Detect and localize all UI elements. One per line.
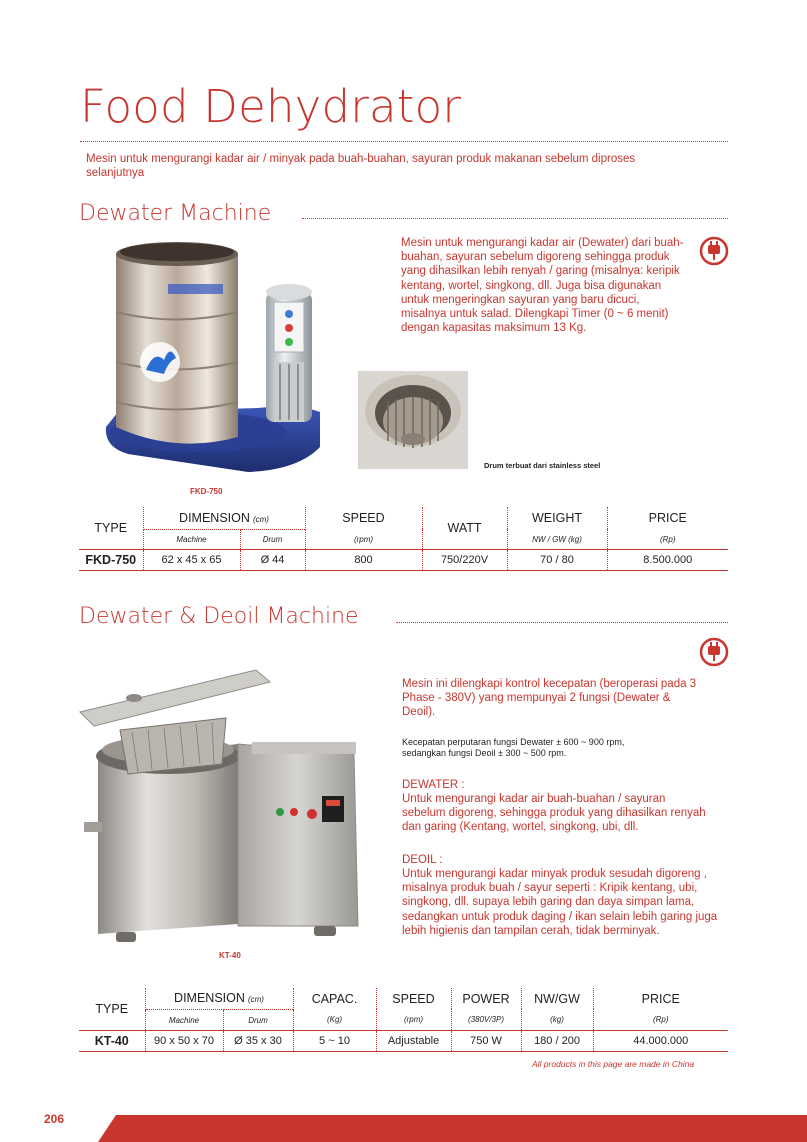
dewater-machine-image [98, 232, 330, 484]
col-capac-header: CAPAC. [293, 988, 376, 1009]
page-title: Food Dehydrator [80, 80, 462, 133]
table-row [79, 1030, 728, 1051]
col-power-unit: (380V/3P) [451, 1009, 521, 1030]
col-price-header: PRICE [607, 507, 728, 529]
col-nwgw-header: NW/GW [521, 988, 593, 1009]
row-machine: 62 x 45 x 65 [161, 553, 222, 566]
dewater-function-title: DEWATER : [402, 779, 465, 791]
row-capac: 5 ~ 10 [319, 1034, 350, 1047]
col-drum-subheader: Drum [240, 529, 305, 549]
col-machine-subheader: Machine [143, 529, 240, 549]
col-capac-unit: (Kg) [293, 1009, 376, 1030]
col-dimension-header: DIMENSION (cm) [143, 507, 305, 529]
power-plug-icon [699, 236, 729, 266]
footer-band [98, 1115, 807, 1142]
row-price: 8.500.000 [643, 553, 693, 566]
table-row [79, 549, 728, 570]
col-machine-subheader: Machine [145, 1009, 223, 1030]
col-dimension-header: DIMENSION (cm) [145, 988, 293, 1009]
deoil-function-text: Untuk mengurangi kadar minyak produk sesudah digoreng , misalnya produk buah / sayur seperti : Kripik kentang, ubi, singkong, dll. supaya lebih garing dan daya simpan lama, sedangkan untuk produk daging / ikan selain lebih garing juga lebih higienis dan tampilan cerah, tidak berminyak. [402, 868, 718, 937]
drum-caption: Drum terbuat dari stainless steel [484, 461, 601, 470]
row-machine: 90 x 50 x 70 [154, 1034, 214, 1047]
title-divider [80, 141, 728, 142]
row-nwgw: 180 / 200 [534, 1034, 580, 1047]
made-in-note: All products in this page are made in China [532, 1059, 695, 1069]
col-watt-header: WATT [422, 507, 507, 549]
deoil-image-caption: KT-40 [219, 951, 241, 960]
dewater-image-caption: FKD-750 [190, 487, 223, 496]
deoil-spec-table [79, 988, 728, 1052]
row-speed: Adjustable [387, 1034, 440, 1047]
col-type-header: TYPE [94, 520, 128, 535]
col-price-header: PRICE [593, 988, 728, 1009]
page-number: 206 [44, 1112, 65, 1126]
col-speed-header: SPEED [376, 988, 451, 1009]
row-watt: 750/220V [440, 553, 489, 566]
col-price-unit: (Rp) [607, 529, 728, 549]
dewater-description: Mesin untuk mengurangi kadar air (Dewater) dari buah-buahan, sayuran sebelum digoreng sehingga produk yang dihasilkan lebih renyah / garing (misalnya: keripik kentang, wortel, singkong, dll. Juga bisa digunakan untuk mengeringkan sayuran yang baru dicuci, misalnya untuk salad. Dilengkapi Timer (0 ~ 6 menit) dengan kapasitas maksimum 13 Kg. [401, 237, 684, 335]
col-weight-header: WEIGHT [507, 507, 607, 529]
row-drum: Ø 44 [260, 553, 285, 566]
deoil-heading: Dewater & Deoil Machine [79, 604, 359, 629]
col-type-header: TYPE [95, 1001, 129, 1016]
deoil-description: Mesin ini dilengkapi kontrol kecepatan (beroperasi pada 3 Phase - 380V) yang mempunyai 2 fungsi (Dewater & Deoil). [402, 678, 697, 719]
dewater-heading: Dewater Machine [79, 201, 272, 226]
col-speed-unit: (rpm) [376, 1009, 451, 1030]
power-plug-icon [699, 637, 729, 667]
col-power-header: POWER [451, 988, 521, 1009]
deoil-function-title: DEOIL : [402, 854, 443, 866]
col-speed-unit: (rpm) [305, 529, 422, 549]
dewater-divider [302, 218, 728, 219]
col-price-unit: (Rp) [593, 1009, 728, 1030]
col-nwgw-unit: (kg) [521, 1009, 593, 1030]
col-weight-unit: NW / GW (kg) [507, 529, 607, 549]
deoil-speed-line1: Kecepatan perputaran fungsi Dewater ± 600 ~ 900 rpm, [402, 737, 625, 747]
deoil-machine-image [76, 664, 368, 946]
col-drum-subheader: Drum [223, 1009, 293, 1030]
col-speed-header: SPEED [305, 507, 422, 529]
deoil-speed-line2: sedangkan fungsi Deoil ± 300 ~ 500 rpm. [402, 748, 567, 758]
intro-text: Mesin untuk mengurangi kadar air / minyak pada buah-buahan, sayuran produk makanan sebelum diproses selanjutnya [86, 153, 636, 179]
row-price: 44.000.000 [633, 1034, 689, 1047]
row-type: FKD-750 [85, 552, 137, 567]
deoil-divider [396, 622, 728, 623]
row-speed: 800 [354, 553, 373, 566]
row-type: KT-40 [94, 1033, 129, 1048]
dewater-spec-table [79, 507, 728, 571]
dewater-function-text: Untuk mengurangi kadar air buah-buahan / sayuran sebelum digoreng, sehingga produk yang dihasilkan renyah dan garing (Kentang, wortel, singkong, ubi, dll. [402, 793, 706, 834]
row-weight: 70 / 80 [540, 553, 574, 566]
drum-image [358, 371, 468, 469]
row-power: 750 W [470, 1034, 502, 1047]
row-drum: Ø 35 x 30 [234, 1034, 282, 1047]
